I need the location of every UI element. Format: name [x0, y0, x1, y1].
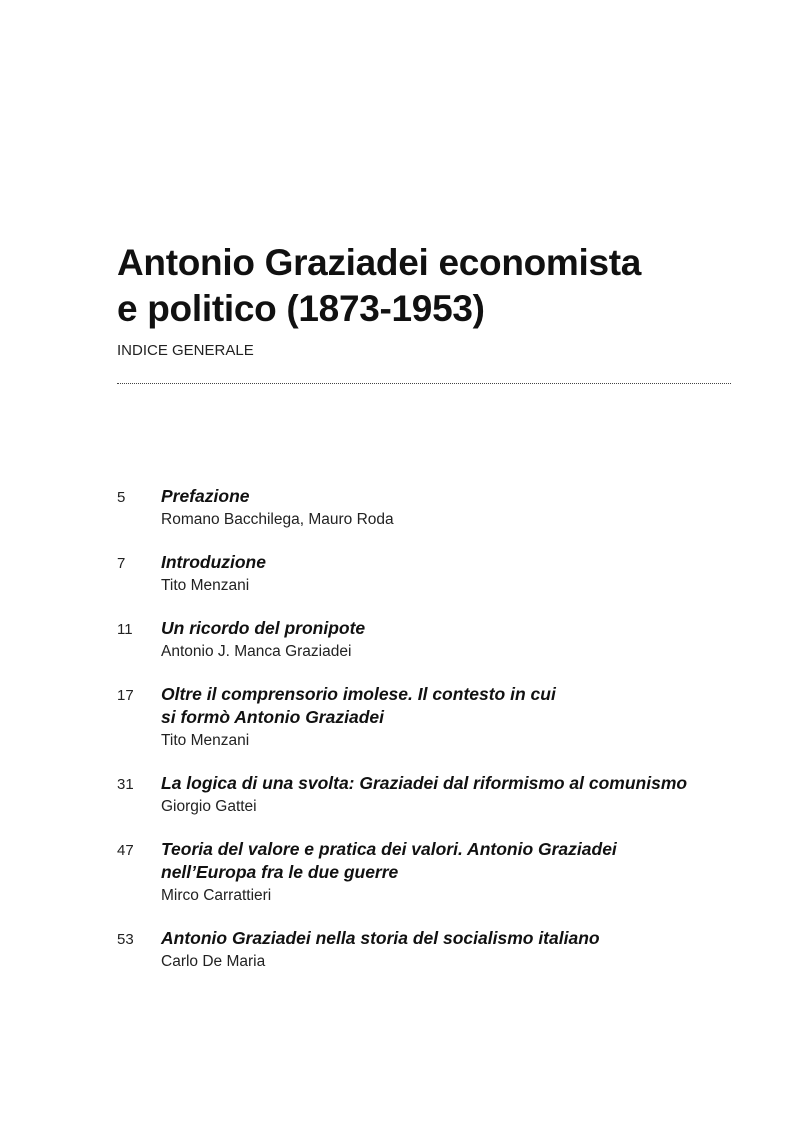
toc-entry-author: Tito Menzani	[161, 577, 250, 594]
toc-entry[interactable]	[117, 683, 757, 752]
toc-entry[interactable]	[117, 617, 757, 663]
toc-entry[interactable]	[117, 485, 757, 531]
toc-entry-body	[161, 485, 757, 531]
toc-page-number: 7	[117, 555, 126, 572]
toc-entry-body	[161, 617, 757, 663]
toc-entry-author: Antonio J. Manca Graziadei	[161, 643, 352, 660]
toc-entry[interactable]	[117, 551, 757, 597]
toc-entry-title[interactable]: Prefazione	[161, 486, 250, 506]
page-title	[117, 240, 737, 332]
toc-entry-title-line-2[interactable]: nell’Europa fra le due guerre	[161, 862, 399, 882]
toc-entry-author: Tito Menzani	[161, 732, 250, 749]
toc-entry-author: Carlo De Maria	[161, 953, 266, 970]
toc-entry-author: Mirco Carrattieri	[161, 887, 272, 904]
toc-page-number: 5	[117, 489, 126, 506]
toc-page-number: 53	[117, 931, 134, 948]
toc-entry-body	[161, 927, 757, 973]
toc-entry-author: Giorgio Gattei	[161, 798, 257, 815]
toc-entry-author: Romano Bacchilega, Mauro Roda	[161, 511, 394, 528]
toc-entry-title[interactable]: La logica di una svolta: Graziadei dal riformismo al comunismo	[161, 773, 688, 793]
toc-entry-title[interactable]: Antonio Graziadei nella storia del socialismo italiano	[161, 928, 600, 948]
toc-entry-title[interactable]: Un ricordo del pronipote	[161, 618, 366, 638]
toc-entry[interactable]	[117, 772, 757, 818]
table-of-contents	[117, 485, 757, 993]
toc-entry[interactable]	[117, 838, 757, 907]
toc-page-number: 47	[117, 842, 134, 859]
page-title-line-1: Antonio Graziadei economista	[117, 242, 642, 283]
toc-entry-title-line-1[interactable]: Teoria del valore e pratica dei valori. Antonio Graziadei	[161, 839, 617, 859]
toc-entry-title-line-1[interactable]: Oltre il comprensorio imolese. Il contesto in cui	[161, 684, 556, 704]
toc-entry-body	[161, 838, 757, 907]
toc-page-number: 11	[117, 621, 133, 638]
toc-entry[interactable]	[117, 927, 757, 973]
section-subtitle: INDICE GENERALE	[117, 342, 254, 359]
toc-entry-title-line-2[interactable]: si formò Antonio Graziadei	[161, 707, 384, 727]
toc-entry-title[interactable]: Introduzione	[161, 552, 266, 572]
toc-page-number: 31	[117, 776, 134, 793]
toc-entry-body	[161, 683, 757, 752]
toc-entry-body	[161, 551, 757, 597]
dotted-divider	[117, 383, 731, 384]
toc-page-number: 17	[117, 687, 134, 704]
toc-entry-body	[161, 772, 757, 818]
page-title-line-2: e politico (1873-1953)	[117, 288, 485, 329]
